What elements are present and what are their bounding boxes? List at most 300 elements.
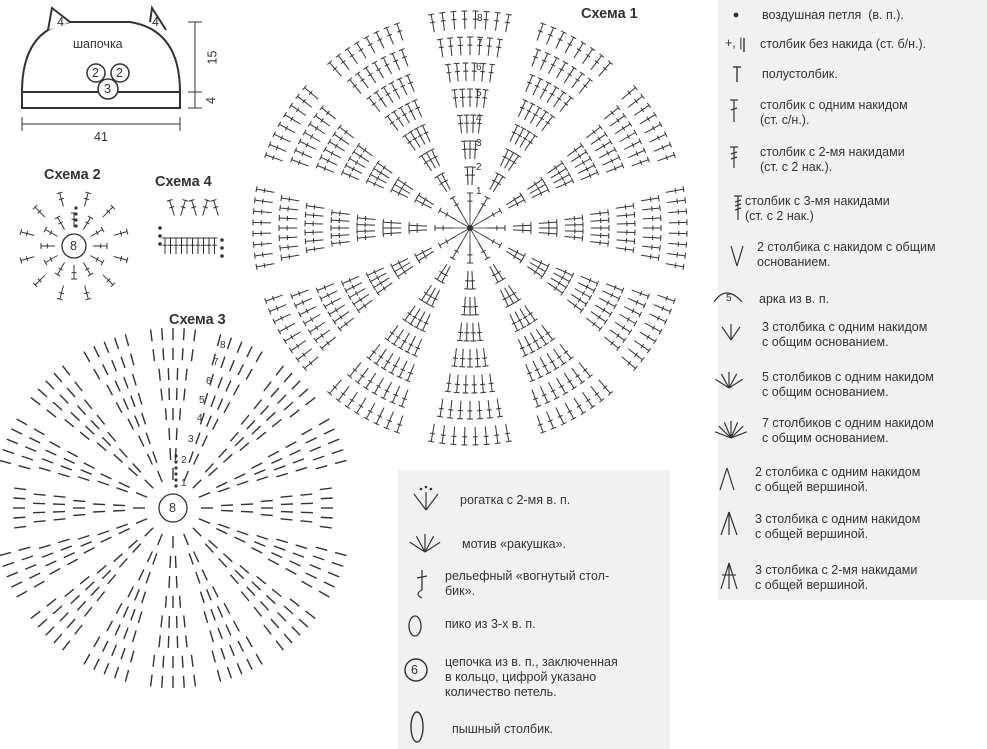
s3-stitch bbox=[284, 373, 292, 382]
s1-stitch bbox=[508, 285, 521, 302]
s1-stitch bbox=[357, 228, 375, 234]
s3-stitch bbox=[54, 373, 62, 382]
shell-3-icon bbox=[722, 324, 740, 340]
s3-stitch bbox=[103, 641, 108, 652]
legend-ring-num: 6 bbox=[411, 663, 418, 677]
s3-stitch bbox=[216, 482, 227, 487]
s3-stitch bbox=[213, 587, 218, 598]
s3-stitch bbox=[230, 360, 235, 371]
s1-stitch bbox=[306, 247, 324, 254]
s1-stitch bbox=[505, 424, 512, 442]
s1-stitch bbox=[437, 399, 444, 417]
s3-stitch bbox=[75, 625, 82, 634]
s3-stitch bbox=[97, 415, 105, 424]
picot-icon bbox=[409, 616, 421, 636]
s3-stitch bbox=[94, 659, 99, 670]
s3-stitch bbox=[115, 338, 119, 349]
s3-stitch bbox=[264, 382, 271, 391]
s3-stitch bbox=[254, 542, 265, 547]
s1-stitch bbox=[254, 197, 272, 203]
s1-stitch bbox=[549, 382, 560, 399]
s1-stitch bbox=[316, 284, 334, 294]
s3-stitch bbox=[306, 611, 315, 618]
s1-stitch bbox=[494, 12, 500, 30]
s1-stitch bbox=[363, 373, 375, 390]
s3-stitch bbox=[234, 537, 245, 542]
s4-stitch bbox=[195, 238, 201, 254]
s3-stitch bbox=[153, 349, 154, 361]
s3-stitch bbox=[218, 399, 223, 410]
s3-wedge bbox=[151, 328, 196, 480]
s3-stitch bbox=[136, 519, 147, 524]
s1-stitch bbox=[622, 357, 638, 371]
s3-stitch bbox=[205, 464, 213, 473]
s3-stitch bbox=[202, 569, 207, 580]
s1-stitch bbox=[280, 205, 298, 211]
s3-stitch bbox=[290, 410, 299, 417]
s1-stitch bbox=[417, 251, 434, 263]
s1-stitch bbox=[510, 314, 520, 332]
s3-stitch bbox=[133, 631, 136, 642]
s1-stitch bbox=[298, 139, 315, 150]
s3-stitch bbox=[17, 591, 27, 597]
s2-stitch bbox=[93, 243, 107, 249]
s3-stitch bbox=[224, 603, 230, 614]
s3-stitch bbox=[182, 656, 183, 668]
s1-stitch bbox=[549, 56, 560, 73]
v-stitch-icon bbox=[731, 246, 743, 266]
shell-7-icon bbox=[715, 421, 747, 438]
s1-stitch bbox=[595, 139, 612, 151]
s1-stitch bbox=[374, 349, 387, 366]
s1-stitch bbox=[454, 63, 460, 81]
s3-stitch bbox=[42, 553, 53, 557]
s2-stitch bbox=[84, 192, 91, 206]
s3-stitch bbox=[313, 456, 324, 460]
s2-stitch bbox=[44, 227, 58, 237]
s1-wedge bbox=[327, 228, 470, 433]
s3-stitch bbox=[260, 601, 268, 610]
s3-stitch bbox=[276, 539, 287, 542]
s1-stitch bbox=[591, 217, 609, 223]
s3-stitch bbox=[278, 395, 286, 403]
s3-stitch bbox=[221, 648, 225, 659]
s3-stitch bbox=[131, 651, 134, 663]
tr3tog-icon bbox=[721, 563, 737, 589]
s1-stitch bbox=[582, 47, 595, 64]
s1-stitch bbox=[279, 225, 297, 231]
s4-stitch bbox=[201, 238, 207, 254]
s3-stitch bbox=[161, 615, 162, 627]
s1-stitch bbox=[590, 209, 608, 215]
s1-stitch bbox=[289, 340, 306, 353]
s1-stitch bbox=[374, 91, 387, 108]
s2-stitch bbox=[114, 256, 128, 263]
s3-stitch bbox=[199, 493, 210, 498]
s3-stitch bbox=[47, 599, 56, 606]
legend-dc3tog-text: 3 столбика с одним накидом с общей вершиной. bbox=[755, 512, 921, 541]
s3-stitch bbox=[184, 389, 185, 401]
s1-stitch bbox=[279, 215, 297, 221]
s1-stitch bbox=[640, 112, 657, 124]
s1-stitch bbox=[560, 96, 573, 112]
s1-stitch bbox=[513, 228, 531, 234]
s1-stitch bbox=[493, 175, 505, 192]
s3-stitch bbox=[65, 589, 74, 597]
s3-stitch bbox=[131, 354, 134, 366]
s2-stitch bbox=[33, 275, 45, 287]
s3-stitch bbox=[125, 334, 128, 346]
s3-stitch bbox=[328, 439, 339, 444]
s1-stitch bbox=[624, 139, 641, 150]
s1-stitch bbox=[281, 254, 299, 261]
s3-stitch bbox=[81, 542, 92, 547]
s1-row-2: 2 bbox=[476, 162, 482, 173]
s3-wedge bbox=[31, 366, 153, 488]
s1-stitch bbox=[328, 305, 345, 317]
s3-stitch bbox=[299, 619, 308, 627]
hat-ear-right-num: 4 bbox=[152, 15, 159, 29]
s3-stitch bbox=[238, 641, 243, 652]
s2-stitch bbox=[20, 229, 34, 236]
s3-stitch bbox=[102, 437, 110, 445]
s2-stitch bbox=[33, 205, 45, 217]
s1-stitch bbox=[467, 401, 473, 419]
s3-stitch bbox=[196, 433, 200, 444]
hat-label: шапочка bbox=[73, 37, 123, 51]
s3-stitch bbox=[131, 396, 135, 407]
legend-dtr-text: столбик с 3-мя накидами (ст. с 2 нак.) bbox=[745, 194, 890, 223]
s1-stitch bbox=[616, 203, 634, 210]
s3-stitch bbox=[116, 524, 127, 528]
s3-stitch bbox=[191, 349, 192, 361]
s1-stitch bbox=[357, 235, 375, 241]
s3-stitch bbox=[50, 569, 61, 575]
s1-stitch bbox=[508, 154, 521, 171]
s3-stitch bbox=[63, 366, 70, 375]
s1-stitch bbox=[477, 323, 483, 341]
s3-stitch bbox=[153, 553, 157, 564]
hat-eye-right-num: 2 bbox=[116, 66, 123, 80]
s1-stitch bbox=[542, 325, 555, 341]
s3-stitch bbox=[254, 607, 262, 616]
s3-stitch bbox=[145, 480, 153, 488]
puff-stitch-icon bbox=[411, 712, 423, 742]
s3-stitch bbox=[58, 539, 69, 542]
s1-stitch bbox=[467, 37, 473, 55]
s1-stitch bbox=[374, 31, 384, 49]
s3-stitch bbox=[226, 625, 231, 636]
s3-stitch bbox=[321, 498, 333, 499]
scheme-1-diagram bbox=[253, 11, 687, 445]
s3-stitch bbox=[276, 641, 283, 650]
s1-stitch bbox=[390, 386, 400, 404]
s3-stitch bbox=[97, 592, 105, 601]
s1-stitch bbox=[666, 263, 684, 270]
s3-stitch bbox=[226, 381, 231, 392]
s1-stitch bbox=[316, 163, 334, 173]
s3-row-2: 2 bbox=[181, 455, 187, 466]
s3-stitch bbox=[102, 570, 110, 578]
s3-stitch bbox=[316, 547, 328, 550]
s4-stitch bbox=[190, 238, 196, 254]
s3-stitch bbox=[278, 613, 286, 621]
s1-stitch bbox=[357, 215, 375, 221]
s3-stitch bbox=[246, 369, 252, 379]
s3-stitch bbox=[247, 346, 252, 357]
s1-stitch bbox=[496, 399, 503, 417]
s3-stitch bbox=[67, 451, 78, 457]
s3-stitch bbox=[321, 517, 333, 518]
s1-stitch bbox=[391, 187, 408, 198]
s1-row-3: 3 bbox=[476, 138, 482, 149]
s3-stitch bbox=[218, 628, 222, 639]
s1-stitch bbox=[447, 400, 453, 418]
s1-stitch bbox=[355, 72, 368, 88]
s3-stitch bbox=[63, 641, 70, 650]
s3-stitch bbox=[252, 426, 261, 434]
s2-center-num: 8 bbox=[70, 239, 77, 253]
s2-stitch bbox=[103, 275, 115, 287]
s1-stitch bbox=[540, 386, 550, 404]
s1-stitch bbox=[384, 27, 394, 45]
s3-stitch bbox=[166, 408, 167, 420]
s3-stitch bbox=[58, 473, 69, 476]
s4-chain-dot bbox=[220, 238, 224, 242]
s3-stitch bbox=[235, 437, 243, 445]
s3-stitch bbox=[266, 412, 275, 420]
s1-stitch bbox=[603, 155, 621, 165]
s3-stitch bbox=[119, 529, 130, 534]
s3-wedge bbox=[0, 419, 147, 497]
s1-stitch bbox=[333, 132, 350, 145]
s1-stitch bbox=[632, 290, 650, 299]
s3-stitch bbox=[241, 592, 249, 601]
s1-stitch bbox=[556, 31, 566, 49]
s3-stitch bbox=[34, 581, 44, 587]
s1-stitch bbox=[328, 139, 345, 151]
s1-stitch bbox=[560, 344, 573, 360]
s3-stitch bbox=[153, 451, 157, 462]
s1-row-8: 8 bbox=[477, 13, 483, 24]
s3-stitch bbox=[286, 569, 297, 575]
s1-stitch bbox=[508, 197, 525, 208]
s3-stitch bbox=[22, 456, 33, 460]
s3-stitch bbox=[162, 676, 163, 688]
s3-stitch bbox=[46, 561, 57, 566]
s3-stitch bbox=[101, 537, 112, 542]
s3-stitch bbox=[204, 611, 207, 622]
s3-chain-dot bbox=[174, 478, 177, 481]
s3-stitch bbox=[182, 348, 183, 360]
s1-stitch bbox=[591, 132, 608, 145]
s1-stitch bbox=[628, 148, 646, 158]
s1-stitch bbox=[539, 225, 557, 231]
s1-stitch bbox=[642, 205, 660, 211]
s1-stitch bbox=[396, 266, 413, 279]
s1-stitch bbox=[643, 225, 661, 231]
s1-stitch bbox=[537, 23, 546, 41]
s1-stitch bbox=[397, 361, 407, 379]
s1-stitch bbox=[556, 178, 574, 188]
s3-stitch bbox=[7, 439, 18, 444]
s1-stitch bbox=[451, 348, 457, 366]
s2-stitch bbox=[20, 256, 34, 263]
s1-stitch bbox=[564, 66, 576, 83]
s1-stitch bbox=[298, 307, 315, 318]
s1-stitch bbox=[620, 315, 637, 327]
s3-chain-dot bbox=[174, 454, 177, 457]
s1-stitch bbox=[606, 163, 624, 173]
s3-stitch bbox=[124, 377, 128, 388]
s3-stitch bbox=[189, 553, 193, 564]
s1-stitch bbox=[385, 114, 398, 130]
s1-stitch bbox=[324, 147, 341, 158]
s1-row-7: 7 bbox=[477, 38, 483, 49]
s1-stitch bbox=[482, 90, 488, 108]
legend-slingshot-text: рогатка с 2-мя в. п. bbox=[460, 493, 571, 507]
s3-stitch bbox=[147, 454, 152, 465]
s1-stitch bbox=[428, 424, 435, 442]
s3-stitch bbox=[290, 450, 301, 455]
s3-stitch bbox=[176, 576, 177, 588]
s3-stitch bbox=[80, 576, 89, 584]
s3-stitch bbox=[170, 556, 171, 568]
s1-stitch bbox=[556, 407, 566, 425]
s1-stitch bbox=[327, 380, 341, 396]
s3-stitch bbox=[108, 575, 116, 584]
s3-stitch bbox=[210, 631, 213, 642]
s1-stitch bbox=[579, 362, 593, 378]
s3-stitch bbox=[286, 442, 297, 448]
s3-stitch bbox=[147, 551, 152, 562]
s1-row-5: 5 bbox=[476, 88, 482, 99]
s3-stitch bbox=[209, 540, 218, 548]
s3-stitch bbox=[104, 342, 109, 353]
s3-stitch bbox=[0, 460, 11, 463]
s1-stitch bbox=[445, 64, 452, 82]
s3-stitch bbox=[129, 468, 138, 476]
s3-stitch bbox=[123, 606, 128, 617]
s3-row-1: 1 bbox=[181, 478, 187, 489]
s1-stitch bbox=[616, 247, 634, 254]
legend-puff-text: пышный столбик. bbox=[452, 722, 554, 736]
s3-stitch bbox=[284, 634, 292, 643]
s1-stitch bbox=[599, 298, 616, 309]
shell-5-icon bbox=[716, 372, 743, 388]
s1-stitch bbox=[506, 251, 523, 263]
s3-stitch bbox=[227, 338, 231, 349]
s3-chain-dot bbox=[174, 472, 177, 475]
s2-stitch bbox=[44, 256, 58, 266]
s3-stitch bbox=[240, 565, 249, 573]
s3-stitch bbox=[268, 451, 279, 457]
s3-stitch bbox=[202, 436, 207, 447]
s3-stitch bbox=[125, 670, 128, 682]
legend-picot-text: пико из 3-х в. п. bbox=[445, 617, 536, 631]
s1-stitch bbox=[464, 323, 470, 341]
s1-stitch bbox=[435, 264, 447, 281]
s3-stitch bbox=[138, 393, 141, 404]
s3-stitch bbox=[0, 552, 11, 555]
s1-stitch bbox=[617, 238, 635, 244]
s1-stitch bbox=[657, 295, 675, 304]
s3-stitch bbox=[131, 609, 135, 620]
s1-stitch bbox=[357, 222, 375, 228]
s3-row-7: 7 bbox=[213, 357, 219, 368]
s3-stitch bbox=[139, 436, 144, 447]
s3-stitch bbox=[34, 429, 44, 435]
s1-stitch bbox=[513, 222, 531, 228]
s1-stitch bbox=[327, 61, 341, 77]
s1-stitch bbox=[291, 290, 309, 299]
s3-stitch bbox=[335, 552, 347, 555]
s3-stitch bbox=[237, 481, 248, 485]
s3-stitch bbox=[93, 511, 105, 512]
s3-stitch bbox=[324, 429, 335, 434]
s3-row-3: 3 bbox=[188, 434, 194, 445]
s1-stitch bbox=[336, 386, 349, 402]
s3-stitch bbox=[65, 419, 74, 427]
s1-stitch bbox=[565, 222, 583, 228]
s3-stitch bbox=[290, 599, 299, 606]
s3-stitch bbox=[223, 554, 232, 562]
s1-stitch bbox=[582, 392, 595, 409]
s1-stitch bbox=[565, 215, 583, 221]
s3-stitch bbox=[123, 399, 128, 410]
s3-stitch bbox=[29, 438, 40, 443]
legend-shell3-text: 3 столбика с одним накидом с общим основанием. bbox=[762, 320, 928, 349]
s3-stitch bbox=[169, 428, 170, 440]
s3-stitch bbox=[260, 406, 268, 415]
s1-wedge bbox=[470, 228, 675, 371]
s3-stitch bbox=[85, 582, 94, 590]
s1-stitch bbox=[409, 228, 427, 234]
s3-stitch bbox=[212, 651, 215, 663]
s1-stitch bbox=[464, 167, 470, 185]
s3-stitch bbox=[316, 466, 328, 469]
s3-stitch bbox=[257, 535, 268, 539]
s3-stitch bbox=[247, 420, 255, 429]
s3-stitch bbox=[128, 587, 133, 598]
s3-stitch bbox=[241, 511, 253, 512]
s3-stitch bbox=[183, 328, 184, 340]
s1-stitch bbox=[620, 130, 637, 142]
s3-stitch bbox=[234, 474, 245, 479]
s2-chain-dot bbox=[74, 206, 77, 209]
s3-stitch bbox=[13, 498, 25, 499]
s1-stitch bbox=[641, 254, 659, 261]
s3-stitch bbox=[176, 428, 177, 440]
s3-stitch bbox=[163, 656, 164, 668]
s1-stitch bbox=[591, 312, 608, 325]
s3-stitch bbox=[200, 592, 204, 603]
s1-stitch bbox=[642, 245, 660, 251]
s1-center-dot bbox=[467, 225, 473, 231]
s3-stitch bbox=[241, 415, 249, 424]
s3-stitch bbox=[151, 675, 152, 687]
s3-stitch bbox=[221, 357, 225, 368]
s3-stitch bbox=[219, 449, 227, 458]
s3-stitch bbox=[46, 381, 54, 389]
s3-stitch bbox=[332, 562, 343, 566]
s1-stitch bbox=[450, 426, 456, 444]
s3-stitch bbox=[25, 565, 36, 570]
s3-stitch bbox=[211, 396, 215, 407]
hat-dim-width: 41 bbox=[94, 130, 108, 144]
s3-stitch bbox=[335, 460, 347, 463]
s1-stitch bbox=[484, 426, 490, 444]
